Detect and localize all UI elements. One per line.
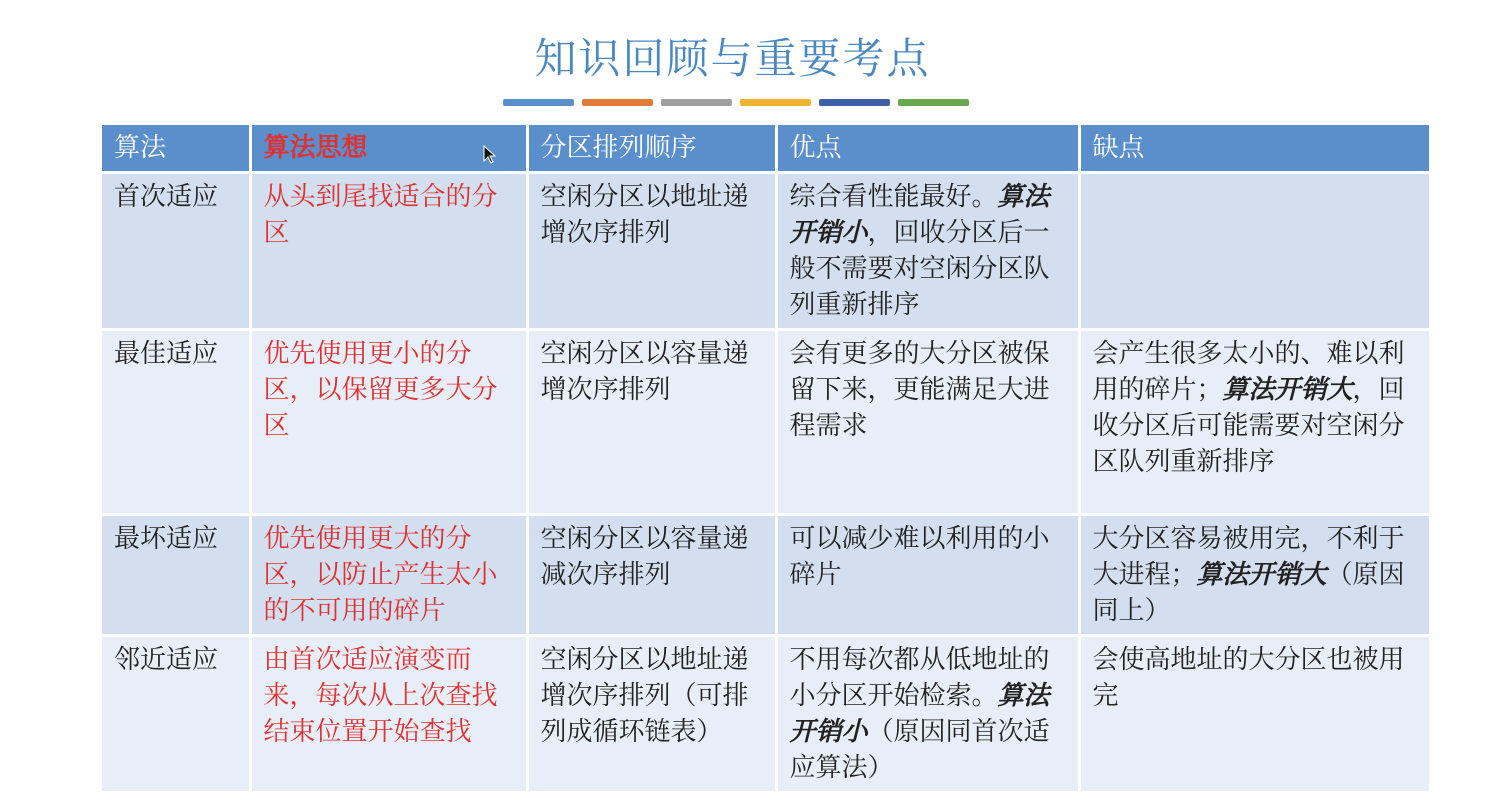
pros-cell (776, 173, 1079, 330)
algorithm-comparison-table (102, 125, 1432, 794)
algorithm-cell: 最坏适应 (102, 515, 250, 636)
header-order: 分区排列顺序 (527, 125, 776, 173)
cons-cell (1079, 330, 1430, 515)
pros-cell (776, 636, 1079, 793)
header-cons: 缺点 (1079, 125, 1430, 173)
cons-text-cont: ，回收分区后可能需要对空闲分区队列重新排序 (1092, 375, 1405, 477)
cons-cell (1079, 636, 1430, 793)
cons-text: 会使高地址的大分区也被用完 (1092, 645, 1405, 711)
header-idea: 算法思想 (250, 125, 527, 173)
cons-emphasis: 算法开销大 (1196, 560, 1327, 590)
order-cell: 空闲分区以容量递减次序排列 (527, 515, 776, 636)
accent-bar (582, 99, 653, 106)
mouse-cursor-icon (483, 145, 497, 165)
cons-cell (1079, 515, 1430, 636)
order-cell: 空闲分区以地址递增次序排列 (527, 173, 776, 330)
accent-bar (661, 99, 732, 106)
pros-emphasis: 算法开销小 (789, 182, 1050, 248)
accent-bar (819, 99, 890, 106)
pros-cell (776, 330, 1079, 515)
pros-text: 会有更多的大分区被保留下来，更能满足大进程需求 (789, 339, 1050, 441)
accent-bar (740, 99, 811, 106)
pros-text: 综合看性能最好。 (789, 182, 998, 212)
header-algorithm: 算法 (102, 125, 250, 173)
pros-emphasis: 算法开销小 (789, 681, 1050, 747)
algorithm-cell: 首次适应 (102, 173, 250, 330)
pros-text: 可以减少难以利用的小碎片 (789, 524, 1050, 590)
idea-cell: 从头到尾找适合的分区 (250, 173, 527, 330)
order-cell: 空闲分区以容量递增次序排列 (527, 330, 776, 515)
idea-cell: 优先使用更小的分区，以保留更多大分区 (250, 330, 527, 515)
cons-text: 大分区容易被用完，不利于大进程； (1092, 524, 1405, 590)
accent-bar (898, 99, 969, 106)
table-header-row (102, 125, 1430, 173)
cons-text-cont: （原因同上） (1092, 560, 1405, 626)
algorithm-cell: 最佳适应 (102, 330, 250, 515)
idea-cell: 优先使用更大的分区，以防止产生太小的不可用的碎片 (250, 515, 527, 636)
cons-text: 会产生很多太小的、难以利用的碎片； (1092, 339, 1405, 405)
table-row (102, 515, 1430, 636)
table-row (102, 636, 1430, 793)
pros-cell (776, 515, 1079, 636)
table-row (102, 173, 1430, 330)
table-row (102, 330, 1430, 515)
cons-cell (1079, 173, 1430, 330)
accent-bar (503, 99, 574, 106)
order-cell: 空闲分区以地址递增次序排列（可排列成循环链表） (527, 636, 776, 793)
header-pros: 优点 (776, 125, 1079, 173)
page-title: 知识回顾与重要考点 (534, 34, 931, 83)
accent-bars (503, 99, 969, 106)
pros-text-cont: ，回收分区后一般不需要对空闲分区队列重新排序 (789, 218, 1050, 320)
pros-text: 不用每次都从低地址的小分区开始检索。 (789, 645, 1050, 711)
idea-cell: 由首次适应演变而来，每次从上次查找结束位置开始查找 (250, 636, 527, 793)
pros-text-cont: （原因同首次适应算法） (789, 717, 1050, 783)
algorithm-cell: 邻近适应 (102, 636, 250, 793)
cons-emphasis: 算法开销大 (1222, 375, 1353, 405)
